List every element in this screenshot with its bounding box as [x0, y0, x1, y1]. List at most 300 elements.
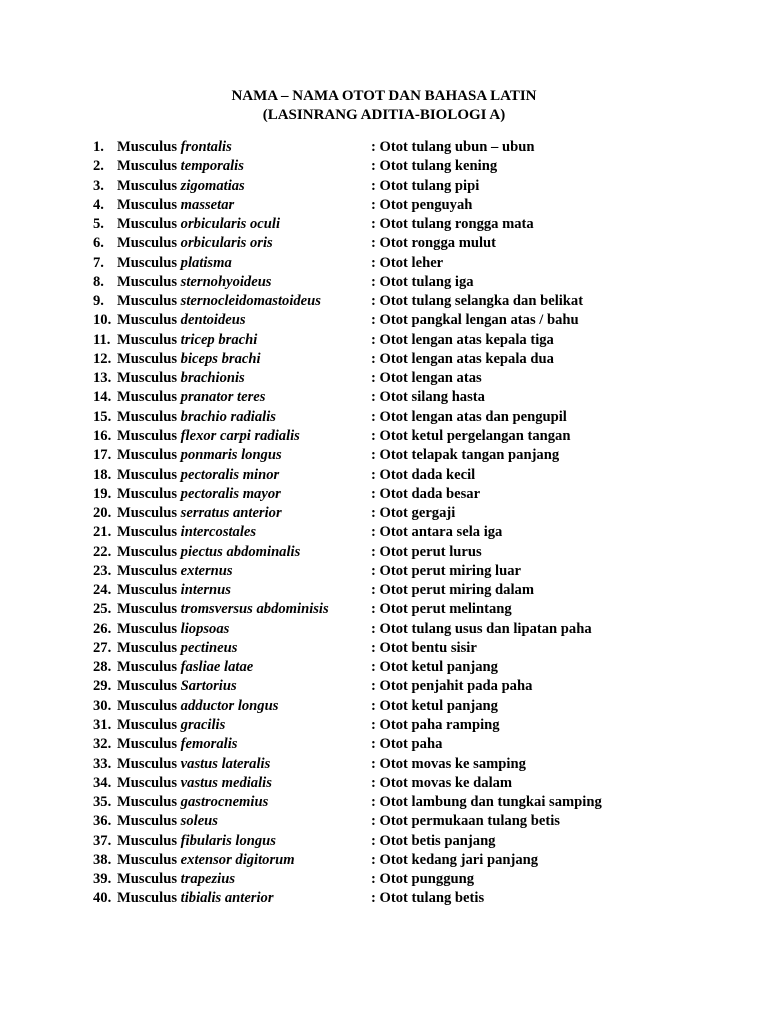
separator-colon: : — [371, 139, 376, 155]
meaning-text: Otot tulang usus dan lipatan paha — [379, 620, 592, 637]
genus-word: Musculus — [117, 293, 178, 310]
latin-name — [117, 620, 229, 639]
list-item — [0, 466, 768, 485]
list-item — [0, 812, 768, 831]
meaning-text: Otot movas ke dalam — [379, 774, 513, 791]
species-name: externus — [180, 562, 233, 579]
list-item — [0, 196, 768, 215]
genus-word: Musculus — [117, 350, 178, 367]
indonesian-meaning — [371, 697, 498, 716]
meaning-text: Otot silang hasta — [379, 389, 485, 406]
genus-word: Musculus — [117, 485, 178, 502]
separator-colon: : — [371, 158, 376, 175]
species-name: platisma — [180, 254, 232, 271]
latin-name — [117, 427, 300, 446]
separator-colon: : — [371, 254, 376, 271]
indonesian-meaning — [371, 735, 442, 754]
item-number: 6. — [93, 235, 104, 252]
indonesian-meaning — [371, 157, 497, 176]
species-name: internus — [180, 582, 231, 599]
genus-word: Musculus — [117, 794, 178, 811]
meaning-text: Otot penguyah — [379, 196, 473, 213]
species-name: pectoralis mayor — [180, 485, 281, 502]
indonesian-meaning — [371, 427, 570, 446]
item-number: 35. — [93, 794, 112, 811]
genus-word: Musculus — [117, 196, 178, 213]
genus-word: Musculus — [117, 639, 178, 656]
separator-colon: : — [371, 697, 376, 714]
list-item — [0, 177, 768, 196]
indonesian-meaning — [371, 215, 534, 234]
item-number: 10. — [93, 312, 112, 329]
item-number: 27. — [93, 639, 112, 656]
genus-word: Musculus — [117, 582, 178, 599]
separator-colon: : — [371, 774, 376, 791]
muscle-list — [0, 138, 768, 909]
item-number: 14. — [93, 389, 112, 406]
indonesian-meaning — [371, 543, 482, 562]
meaning-text: Otot rongga mulut — [379, 235, 497, 252]
meaning-text: Otot gergaji — [379, 505, 456, 522]
genus-word: Musculus — [117, 389, 178, 406]
genus-word: Musculus — [117, 716, 178, 733]
separator-colon: : — [371, 331, 376, 348]
genus-word: Musculus — [117, 601, 178, 618]
separator-colon: : — [371, 890, 376, 907]
species-name: dentoideus — [180, 312, 246, 329]
latin-name — [117, 543, 300, 562]
species-name: gastrocnemius — [180, 794, 269, 811]
meaning-text: Otot perut miring luar — [379, 562, 521, 579]
genus-word: Musculus — [117, 408, 178, 425]
latin-name — [117, 292, 321, 311]
genus-word: Musculus — [117, 177, 178, 194]
indonesian-meaning — [371, 523, 502, 542]
latin-name — [117, 697, 278, 716]
item-number: 5. — [93, 216, 104, 233]
list-item — [0, 311, 768, 330]
latin-name — [117, 889, 274, 908]
species-name: intercostales — [180, 524, 257, 541]
latin-name — [117, 793, 268, 812]
latin-name — [117, 138, 232, 157]
indonesian-meaning — [371, 812, 560, 831]
indonesian-meaning — [371, 832, 495, 851]
latin-name — [117, 774, 272, 793]
list-item — [0, 677, 768, 696]
latin-name — [117, 234, 273, 253]
latin-name — [117, 504, 282, 523]
separator-colon: : — [371, 389, 376, 406]
species-name: Sartorius — [180, 678, 237, 695]
list-item — [0, 273, 768, 292]
species-name: sternocleidomastoideus — [180, 293, 321, 310]
item-number: 18. — [93, 466, 112, 483]
indonesian-meaning — [371, 793, 602, 812]
meaning-text: Otot penjahit pada paha — [379, 678, 533, 695]
meaning-text: Otot telapak tangan panjang — [379, 447, 560, 464]
genus-word: Musculus — [117, 774, 178, 791]
separator-colon: : — [371, 177, 376, 194]
species-name: orbicularis oculi — [180, 216, 281, 233]
separator-colon: : — [371, 485, 376, 502]
indonesian-meaning — [371, 504, 455, 523]
latin-name — [117, 408, 276, 427]
species-name: soleus — [180, 813, 218, 830]
species-name: femoralis — [180, 736, 238, 753]
meaning-text: Otot bentu sisir — [379, 639, 477, 656]
species-name: tibialis anterior — [180, 890, 274, 907]
meaning-text: Otot perut miring dalam — [379, 582, 534, 599]
genus-word: Musculus — [117, 158, 178, 175]
list-item — [0, 639, 768, 658]
indonesian-meaning — [371, 716, 500, 735]
species-name: brachio radialis — [180, 408, 276, 425]
meaning-text: Otot lambung dan tungkai samping — [379, 794, 602, 811]
latin-name — [117, 562, 233, 581]
item-number: 15. — [93, 408, 112, 425]
genus-word: Musculus — [117, 813, 178, 830]
latin-name — [117, 196, 234, 215]
meaning-text: Otot permukaan tulang betis — [379, 813, 560, 830]
species-name: gracilis — [180, 716, 226, 733]
meaning-text: Otot kedang jari panjang — [379, 851, 539, 868]
species-name: brachionis — [180, 370, 245, 387]
latin-name — [117, 639, 237, 658]
item-number: 32. — [93, 736, 112, 753]
indonesian-meaning — [371, 658, 498, 677]
meaning-text: Otot ketul panjang — [379, 697, 498, 714]
list-item — [0, 215, 768, 234]
meaning-text: Otot tulang kening — [379, 158, 498, 175]
meaning-text: Otot tulang rongga mata — [379, 216, 534, 233]
separator-colon: : — [371, 851, 376, 868]
species-name: adductor longus — [180, 697, 279, 714]
species-name: zigomatias — [180, 177, 245, 194]
meaning-text: Otot dada kecil — [379, 466, 476, 483]
latin-name — [117, 851, 295, 870]
list-item — [0, 543, 768, 562]
separator-colon: : — [371, 755, 376, 772]
species-name: tromsversus abdominisis — [180, 601, 329, 618]
genus-word: Musculus — [117, 678, 178, 695]
latin-name — [117, 177, 245, 196]
item-number: 28. — [93, 659, 112, 676]
indonesian-meaning — [371, 388, 485, 407]
meaning-text: Otot ketul pergelangan tangan — [379, 427, 571, 444]
meaning-text: Otot dada besar — [379, 485, 481, 502]
indonesian-meaning — [371, 466, 475, 485]
genus-word: Musculus — [117, 524, 178, 541]
list-item — [0, 793, 768, 812]
indonesian-meaning — [371, 600, 512, 619]
species-name: frontalis — [180, 139, 232, 155]
separator-colon: : — [371, 716, 376, 733]
separator-colon: : — [371, 736, 376, 753]
indonesian-meaning — [371, 639, 477, 658]
species-name: fasliae latae — [180, 659, 254, 676]
separator-colon: : — [371, 659, 376, 676]
document-subtitle: (LASINRANG ADITIA-BIOLOGI A) — [262, 107, 506, 123]
separator-colon: : — [371, 562, 376, 579]
latin-name — [117, 388, 265, 407]
indonesian-meaning — [371, 369, 482, 388]
separator-colon: : — [371, 216, 376, 233]
list-item — [0, 331, 768, 350]
meaning-text: Otot lengan atas dan pengupil — [379, 408, 567, 425]
list-item — [0, 446, 768, 465]
latin-name — [117, 658, 253, 677]
item-number: 34. — [93, 774, 112, 791]
meaning-text: Otot betis panjang — [379, 832, 496, 849]
latin-name — [117, 600, 329, 619]
list-item — [0, 620, 768, 639]
item-number: 20. — [93, 505, 112, 522]
item-number: 11. — [93, 331, 111, 348]
item-number: 40. — [93, 890, 112, 907]
species-name: flexor carpi radialis — [180, 427, 300, 444]
meaning-text: Otot punggung — [379, 871, 475, 888]
genus-word: Musculus — [117, 254, 178, 271]
item-number: 39. — [93, 871, 112, 888]
genus-word: Musculus — [117, 331, 178, 348]
latin-name — [117, 446, 282, 465]
item-number: 2. — [93, 158, 104, 175]
separator-colon: : — [371, 620, 376, 637]
list-item — [0, 600, 768, 619]
separator-colon: : — [371, 524, 376, 541]
separator-colon: : — [371, 273, 376, 290]
indonesian-meaning — [371, 870, 474, 889]
list-item — [0, 889, 768, 908]
latin-name — [117, 331, 257, 350]
document-title: NAMA – NAMA OTOT DAN BAHASA LATIN — [231, 88, 537, 104]
meaning-text: Otot tulang selangka dan belikat — [379, 293, 584, 310]
latin-name — [117, 870, 235, 889]
meaning-text: Otot tulang iga — [379, 273, 474, 290]
latin-name — [117, 832, 276, 851]
item-number: 4. — [93, 196, 104, 213]
indonesian-meaning — [371, 562, 521, 581]
meaning-text: Otot tulang pipi — [379, 177, 480, 194]
indonesian-meaning — [371, 755, 526, 774]
separator-colon: : — [371, 639, 376, 656]
separator-colon: : — [371, 601, 376, 618]
species-name: pectoralis minor — [180, 466, 280, 483]
indonesian-meaning — [371, 292, 583, 311]
latin-name — [117, 716, 225, 735]
latin-name — [117, 735, 237, 754]
list-item — [0, 427, 768, 446]
latin-name — [117, 466, 279, 485]
item-number: 38. — [93, 851, 112, 868]
genus-word: Musculus — [117, 312, 178, 329]
item-number: 13. — [93, 370, 112, 387]
meaning-text: Otot perut melintang — [379, 601, 512, 618]
meaning-text: Otot perut lurus — [379, 543, 482, 560]
genus-word: Musculus — [117, 659, 178, 676]
meaning-text: Otot paha — [379, 736, 443, 753]
separator-colon: : — [371, 293, 376, 310]
separator-colon: : — [371, 447, 376, 464]
genus-word: Musculus — [117, 543, 178, 560]
genus-word: Musculus — [117, 562, 178, 579]
species-name: tricep brachi — [180, 331, 258, 348]
genus-word: Musculus — [117, 505, 178, 522]
list-item — [0, 292, 768, 311]
list-item — [0, 138, 768, 157]
meaning-text: Otot pangkal lengan atas / bahu — [379, 312, 579, 329]
list-item — [0, 870, 768, 889]
list-item — [0, 157, 768, 176]
species-name: extensor digitorum — [180, 851, 295, 868]
genus-word: Musculus — [117, 216, 178, 233]
list-item — [0, 832, 768, 851]
latin-name — [117, 581, 231, 600]
indonesian-meaning — [371, 311, 579, 330]
indonesian-meaning — [371, 774, 512, 793]
latin-name — [117, 523, 256, 542]
species-name: vastus medialis — [180, 774, 272, 791]
list-item — [0, 504, 768, 523]
genus-word: Musculus — [117, 755, 178, 772]
separator-colon: : — [371, 196, 376, 213]
species-name: sternohyoideus — [180, 273, 272, 290]
latin-name — [117, 677, 237, 696]
separator-colon: : — [371, 582, 376, 599]
item-number: 17. — [93, 447, 112, 464]
genus-word: Musculus — [117, 832, 178, 849]
list-item — [0, 658, 768, 677]
latin-name — [117, 311, 246, 330]
separator-colon: : — [371, 408, 376, 425]
species-name: piectus abdominalis — [180, 543, 301, 560]
separator-colon: : — [371, 794, 376, 811]
item-number: 36. — [93, 813, 112, 830]
indonesian-meaning — [371, 446, 559, 465]
indonesian-meaning — [371, 177, 479, 196]
item-number: 1. — [93, 139, 104, 155]
genus-word: Musculus — [117, 890, 178, 907]
indonesian-meaning — [371, 677, 532, 696]
separator-colon: : — [371, 427, 376, 444]
genus-word: Musculus — [117, 235, 178, 252]
list-item — [0, 697, 768, 716]
species-name: ponmaris longus — [180, 447, 282, 464]
genus-word: Musculus — [117, 466, 178, 483]
item-number: 16. — [93, 427, 112, 444]
item-number: 8. — [93, 273, 104, 290]
item-number: 37. — [93, 832, 112, 849]
genus-word: Musculus — [117, 427, 178, 444]
latin-name — [117, 273, 272, 292]
genus-word: Musculus — [117, 370, 178, 387]
species-name: serratus anterior — [180, 505, 282, 522]
latin-name — [117, 215, 280, 234]
meaning-text: Otot movas ke samping — [379, 755, 526, 772]
species-name: fibularis longus — [180, 832, 276, 849]
list-item — [0, 388, 768, 407]
meaning-text: Otot tulang betis — [379, 890, 485, 907]
list-item — [0, 581, 768, 600]
species-name: pectineus — [180, 639, 238, 656]
item-number: 24. — [93, 582, 112, 599]
indonesian-meaning — [371, 581, 534, 600]
list-item — [0, 408, 768, 427]
item-number: 21. — [93, 524, 112, 541]
species-name: trapezius — [180, 871, 236, 888]
species-name: vastus lateralis — [180, 755, 271, 772]
separator-colon: : — [371, 235, 376, 252]
list-item — [0, 234, 768, 253]
separator-colon: : — [371, 543, 376, 560]
separator-colon: : — [371, 871, 376, 888]
separator-colon: : — [371, 312, 376, 329]
meaning-text: Otot lengan atas kepala dua — [379, 350, 554, 367]
species-name: liopsoas — [180, 620, 230, 637]
list-item — [0, 774, 768, 793]
genus-word: Musculus — [117, 697, 178, 714]
genus-word: Musculus — [117, 273, 178, 290]
species-name: biceps brachi — [180, 350, 261, 367]
latin-name — [117, 157, 244, 176]
genus-word: Musculus — [117, 139, 178, 155]
separator-colon: : — [371, 370, 376, 387]
indonesian-meaning — [371, 331, 554, 350]
item-number: 30. — [93, 697, 112, 714]
meaning-text: Otot lengan atas — [379, 370, 482, 387]
meaning-text: Otot tulang ubun – ubun — [379, 139, 535, 155]
indonesian-meaning — [371, 620, 592, 639]
list-item — [0, 735, 768, 754]
latin-name — [117, 254, 232, 273]
species-name: temporalis — [180, 158, 244, 175]
indonesian-meaning — [371, 851, 538, 870]
separator-colon: : — [371, 678, 376, 695]
indonesian-meaning — [371, 273, 474, 292]
item-number: 23. — [93, 562, 112, 579]
separator-colon: : — [371, 466, 376, 483]
item-number: 25. — [93, 601, 112, 618]
item-number: 3. — [93, 177, 104, 194]
indonesian-meaning — [371, 254, 443, 273]
item-number: 19. — [93, 485, 112, 502]
item-number: 29. — [93, 678, 112, 695]
item-number: 9. — [93, 293, 104, 310]
latin-name — [117, 369, 245, 388]
latin-name — [117, 755, 270, 774]
list-item — [0, 851, 768, 870]
indonesian-meaning — [371, 408, 567, 427]
list-item — [0, 369, 768, 388]
indonesian-meaning — [371, 889, 484, 908]
latin-name — [117, 350, 261, 369]
indonesian-meaning — [371, 196, 472, 215]
item-number: 31. — [93, 716, 112, 733]
meaning-text: Otot antara sela iga — [379, 524, 503, 541]
list-item — [0, 485, 768, 504]
indonesian-meaning — [371, 485, 480, 504]
species-name: orbicularis oris — [180, 235, 273, 252]
species-name: massetar — [180, 196, 235, 213]
item-number: 7. — [93, 254, 104, 271]
genus-word: Musculus — [117, 447, 178, 464]
separator-colon: : — [371, 350, 376, 367]
item-number: 12. — [93, 350, 112, 367]
genus-word: Musculus — [117, 871, 178, 888]
species-name: pranator teres — [180, 389, 266, 406]
latin-name — [117, 485, 281, 504]
